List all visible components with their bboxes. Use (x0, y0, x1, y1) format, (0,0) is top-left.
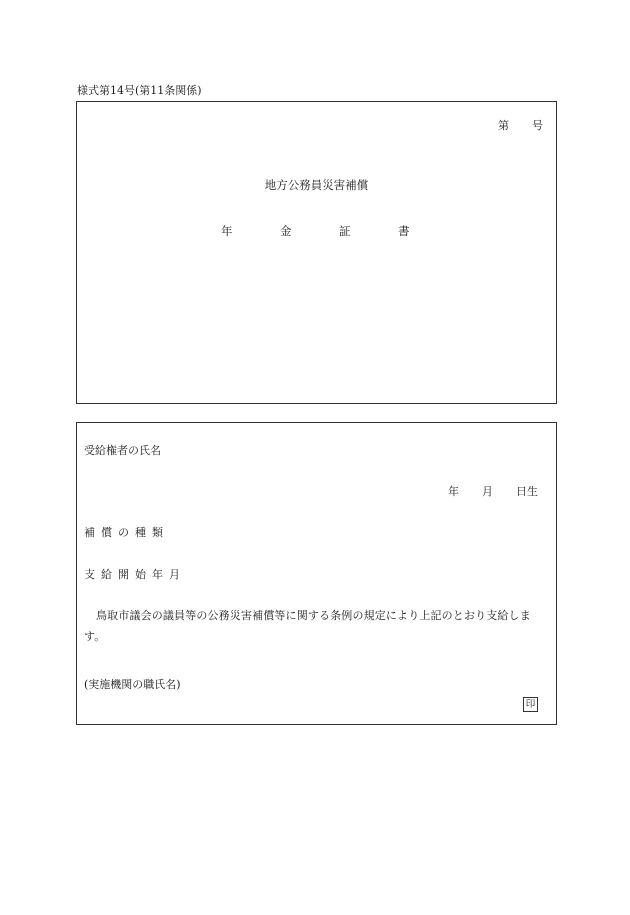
subtitle-char: 証 (339, 224, 351, 238)
organization-title-label: (実施機関の職氏名) (84, 678, 181, 691)
recipient-name-label: 受給権者の氏名 (84, 444, 161, 457)
payment-statement: 鳥取市議会の議員等の公務災害補償等に関する条例の規定により上記のとおり支給します。 (84, 609, 531, 643)
payment-start-label: 支 給 開 始 年 月 (84, 568, 180, 581)
compensation-type-label: 補 償 の 種 類 (84, 526, 163, 539)
certificate-number-suffix: 号 (532, 119, 543, 132)
seal-icon: 印 (523, 697, 538, 712)
subtitle-char: 書 (398, 224, 410, 238)
certificate-number (498, 120, 543, 131)
certificate-number-prefix: 第 (498, 119, 509, 132)
certificate-subtitle (221, 226, 457, 238)
certificate-details-section (76, 422, 557, 725)
subtitle-char: 金 (280, 224, 292, 238)
birth-month: 月 (482, 485, 493, 498)
birthdate-field (448, 486, 538, 497)
form-number-header: 様式第14号(第11条関係) (77, 84, 202, 97)
subtitle-char: 年 (221, 224, 233, 238)
birth-day: 日生 (516, 485, 538, 498)
certificate-title: 地方公務員災害補償 (264, 178, 369, 192)
birth-year: 年 (448, 485, 459, 498)
certificate-title-section (76, 101, 557, 404)
